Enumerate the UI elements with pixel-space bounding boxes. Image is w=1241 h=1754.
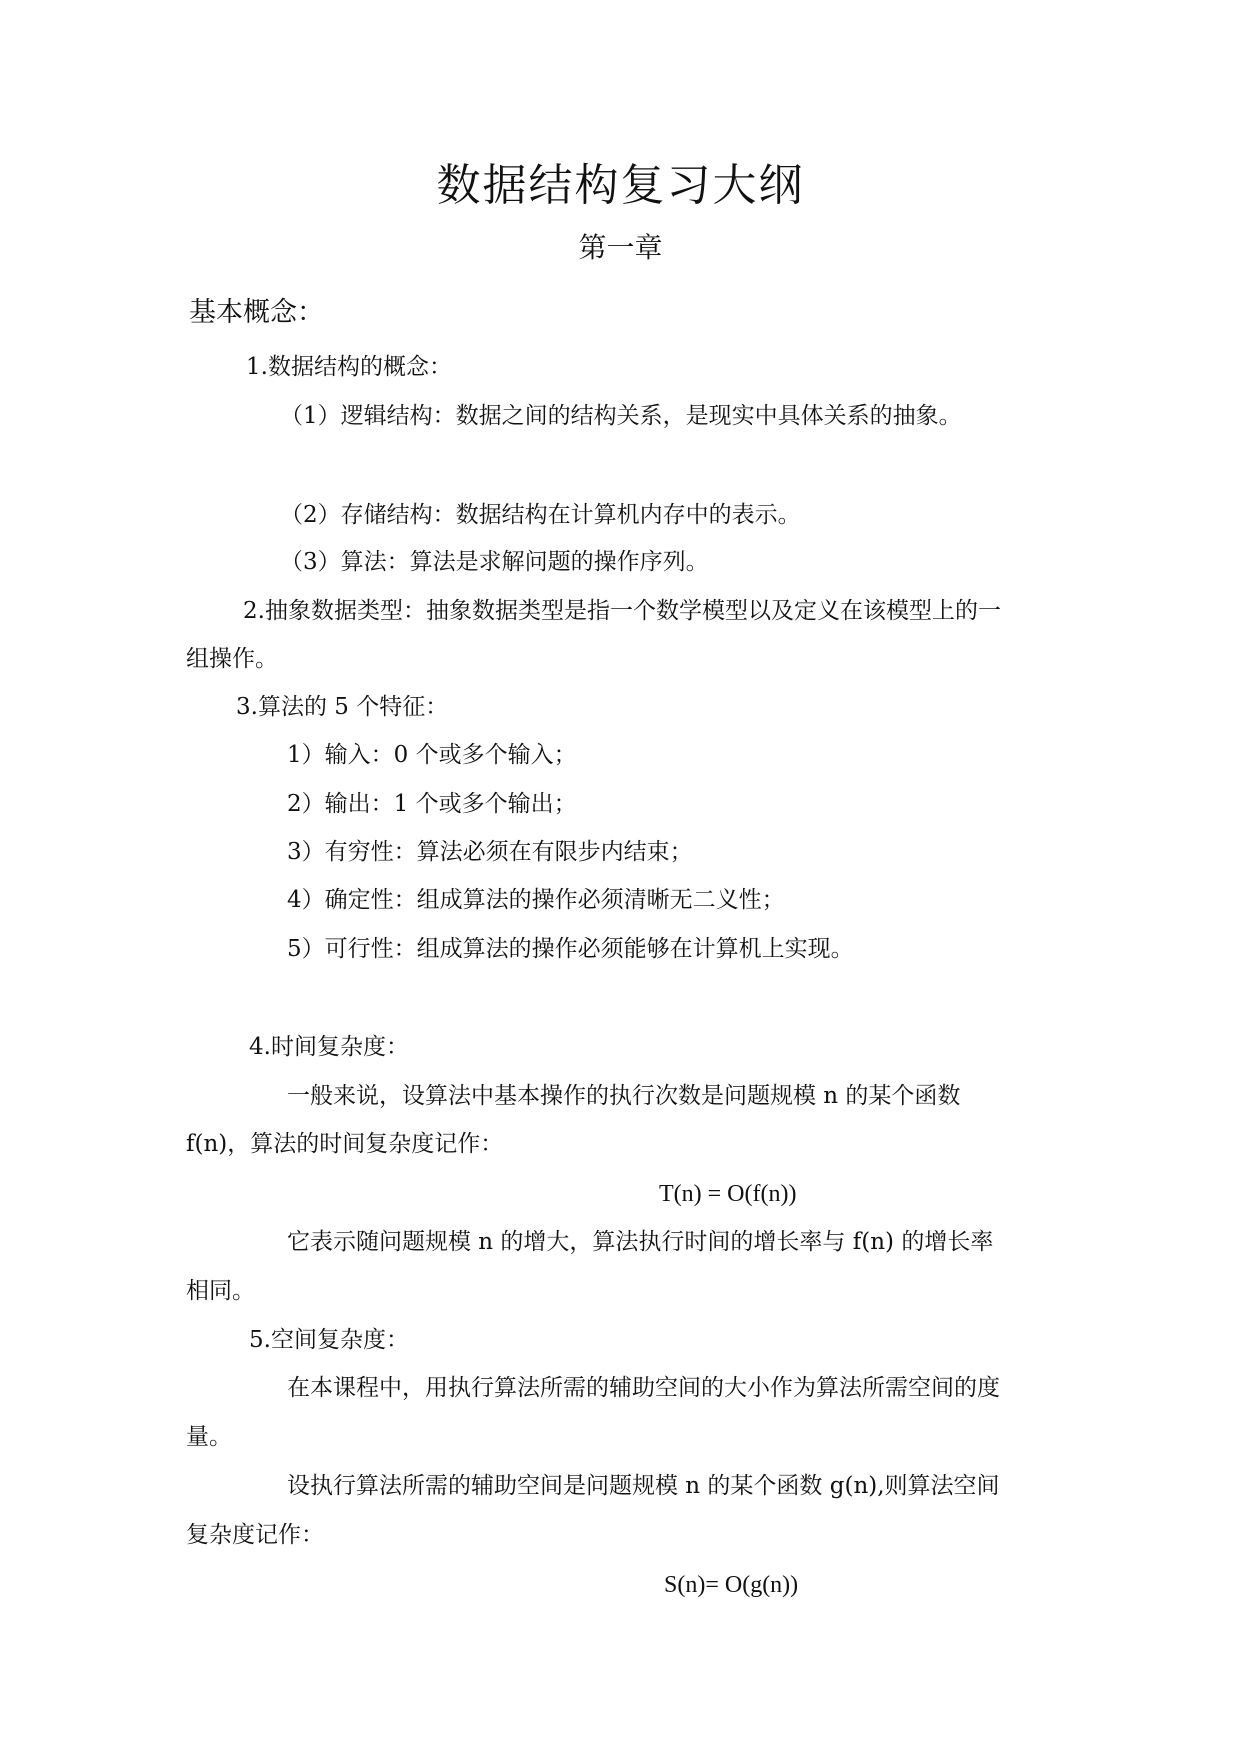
formula-space-complexity: S(n)= O(g(n)) <box>664 1572 799 1598</box>
paragraph-growth-rate-cont: 相同。 <box>186 1278 255 1304</box>
list-item: 4）确定性：组成算法的操作必须清晰无二义性； <box>287 887 785 913</box>
paragraph-space-measure-cont: 量。 <box>186 1424 232 1450</box>
list-item: 3）有穷性：算法必须在有限步内结束； <box>287 839 693 865</box>
paragraph-adt-cont: 组操作。 <box>186 646 278 672</box>
paragraph-time-complexity: 一般来说，设算法中基本操作的执行次数是问题规模 n 的某个函数 <box>287 1083 961 1109</box>
document-title: 数据结构复习大纲 <box>436 160 805 211</box>
paragraph-space-complexity: 设执行算法所需的辅助空间是问题规模 n 的某个函数 g(n),则算法空间 <box>287 1473 1000 1499</box>
paragraph-growth-rate: 它表示随问题规模 n 的增大，算法执行时间的增长率与 f(n) 的增长率 <box>287 1229 994 1255</box>
paragraph-space-measure: 在本课程中，用执行算法所需的辅助空间的大小作为算法所需空间的度 <box>287 1375 1000 1401</box>
list-item: 1）输入：0 个或多个输入； <box>287 742 577 768</box>
list-item: 5）可行性：组成算法的操作必须能够在计算机上实现。 <box>287 936 854 962</box>
section-heading: 基本概念： <box>189 297 324 328</box>
paragraph-space-complexity-cont: 复杂度记作： <box>186 1522 324 1548</box>
paragraph-time-complexity-cont: f(n)，算法的时间复杂度记作： <box>186 1131 504 1157</box>
list-item: 2）输出：1 个或多个输出； <box>287 791 577 817</box>
formula-time-complexity: T(n) = O(f(n)) <box>659 1181 797 1207</box>
paragraph-algorithm: （3）算法：算法是求解问题的操作序列。 <box>280 549 709 575</box>
chapter-heading: 第一章 <box>578 231 663 264</box>
list-heading-time-complexity: 4.时间复杂度： <box>249 1034 409 1060</box>
paragraph-storage-structure: （2）存储结构：数据结构在计算机内存中的表示。 <box>280 502 801 528</box>
list-heading-space-complexity: 5.空间复杂度： <box>249 1327 409 1353</box>
paragraph-logical-structure: （1）逻辑结构：数据之间的结构关系，是现实中具体关系的抽象。 <box>280 403 962 429</box>
list-heading-features: 3.算法的 5 个特征： <box>236 694 449 720</box>
paragraph-adt: 2.抽象数据类型：抽象数据类型是指一个数学模型以及定义在该模型上的一 <box>243 598 1001 624</box>
list-heading-data-structure: 1.数据结构的概念： <box>246 354 452 380</box>
